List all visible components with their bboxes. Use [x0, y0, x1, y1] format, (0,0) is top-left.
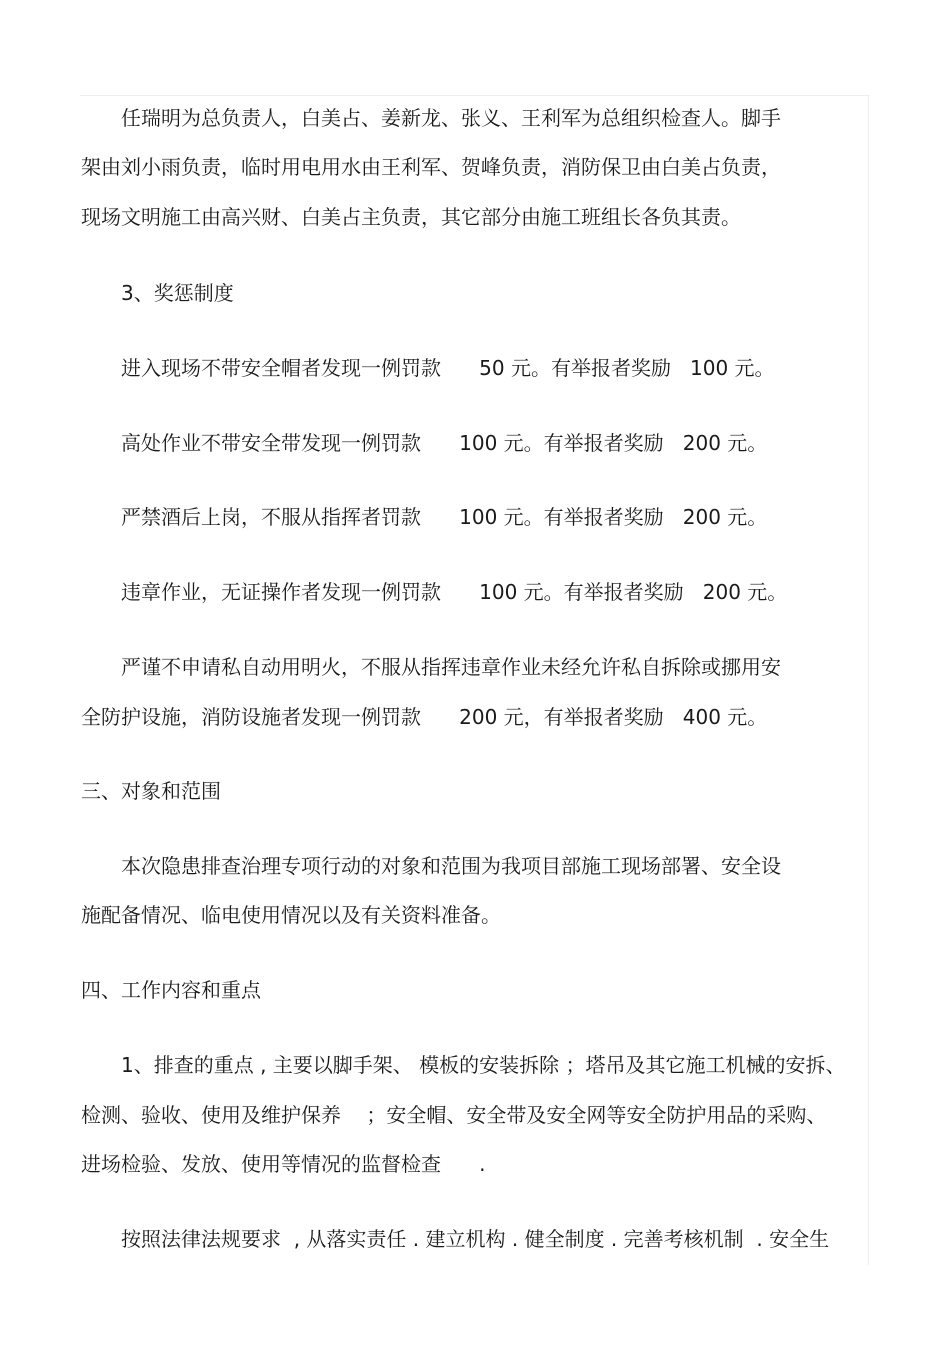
paragraph-focus-line-1: 1、排查的重点 , 主要以脚手架、 模板的安装拆除 ；塔吊及其它施工机械的安拆、	[121, 1053, 846, 1077]
paragraph-scope-line-1: 本次隐患排查治理专项行动的对象和范围为我项目部施工现场部署、安全设	[121, 854, 781, 878]
section-heading-scope: 三、对象和范围	[81, 779, 221, 803]
rule-alcohol: 严禁酒后上岗，不服从指挥者罚款 100 元。有举报者奖励 200 元。	[121, 505, 768, 529]
paragraph-responsibility-line-2: 架由刘小雨负责，临时用电用水由王利军、贺峰负责，消防保卫由白美占负责，	[81, 155, 781, 179]
page-border-top	[80, 95, 870, 96]
rule-fire-line-2: 全防护设施，消防设施者发现一例罚款 200 元，有举报者奖励 400 元。	[81, 705, 768, 729]
rule-unlicensed: 违章作业，无证操作者发现一例罚款 100 元。有举报者奖励 200 元。	[121, 580, 788, 604]
paragraph-responsibility-line-1: 任瑞明为总负责人，白美占、姜新龙、张义、王利军为总组织检查人。脚手	[121, 106, 781, 130]
paragraph-law-line-1: 按照法律法规要求 , 从落实责任 . 建立机构 . 健全制度 . 完善考核机制 . 安全生	[121, 1227, 830, 1251]
paragraph-scope-line-2: 施配备情况、临电使用情况以及有关资料准备。	[81, 903, 501, 927]
section-heading-rewards: 3、奖惩制度	[121, 281, 234, 305]
rule-helmet: 进入现场不带安全帽者发现一例罚款 50 元。有举报者奖励 100 元。	[121, 356, 775, 380]
page-border-right	[868, 95, 869, 1265]
paragraph-focus-line-3: 进场检验、发放、使用等情况的监督检查 .	[81, 1152, 486, 1176]
rule-harness: 高处作业不带安全带发现一例罚款 100 元。有举报者奖励 200 元。	[121, 431, 768, 455]
paragraph-focus-line-2: 检测、验收、使用及维护保养 ；安全帽、安全带及安全网等安全防护用品的采购、	[81, 1103, 827, 1127]
section-heading-work-content: 四、工作内容和重点	[81, 978, 261, 1002]
paragraph-responsibility-line-3: 现场文明施工由高兴财、白美占主负责，其它部分由施工班组长各负其责。	[81, 205, 741, 229]
rule-fire-line-1: 严谨不申请私自动用明火，不服从指挥违章作业未经允许私自拆除或挪用安	[121, 655, 781, 679]
